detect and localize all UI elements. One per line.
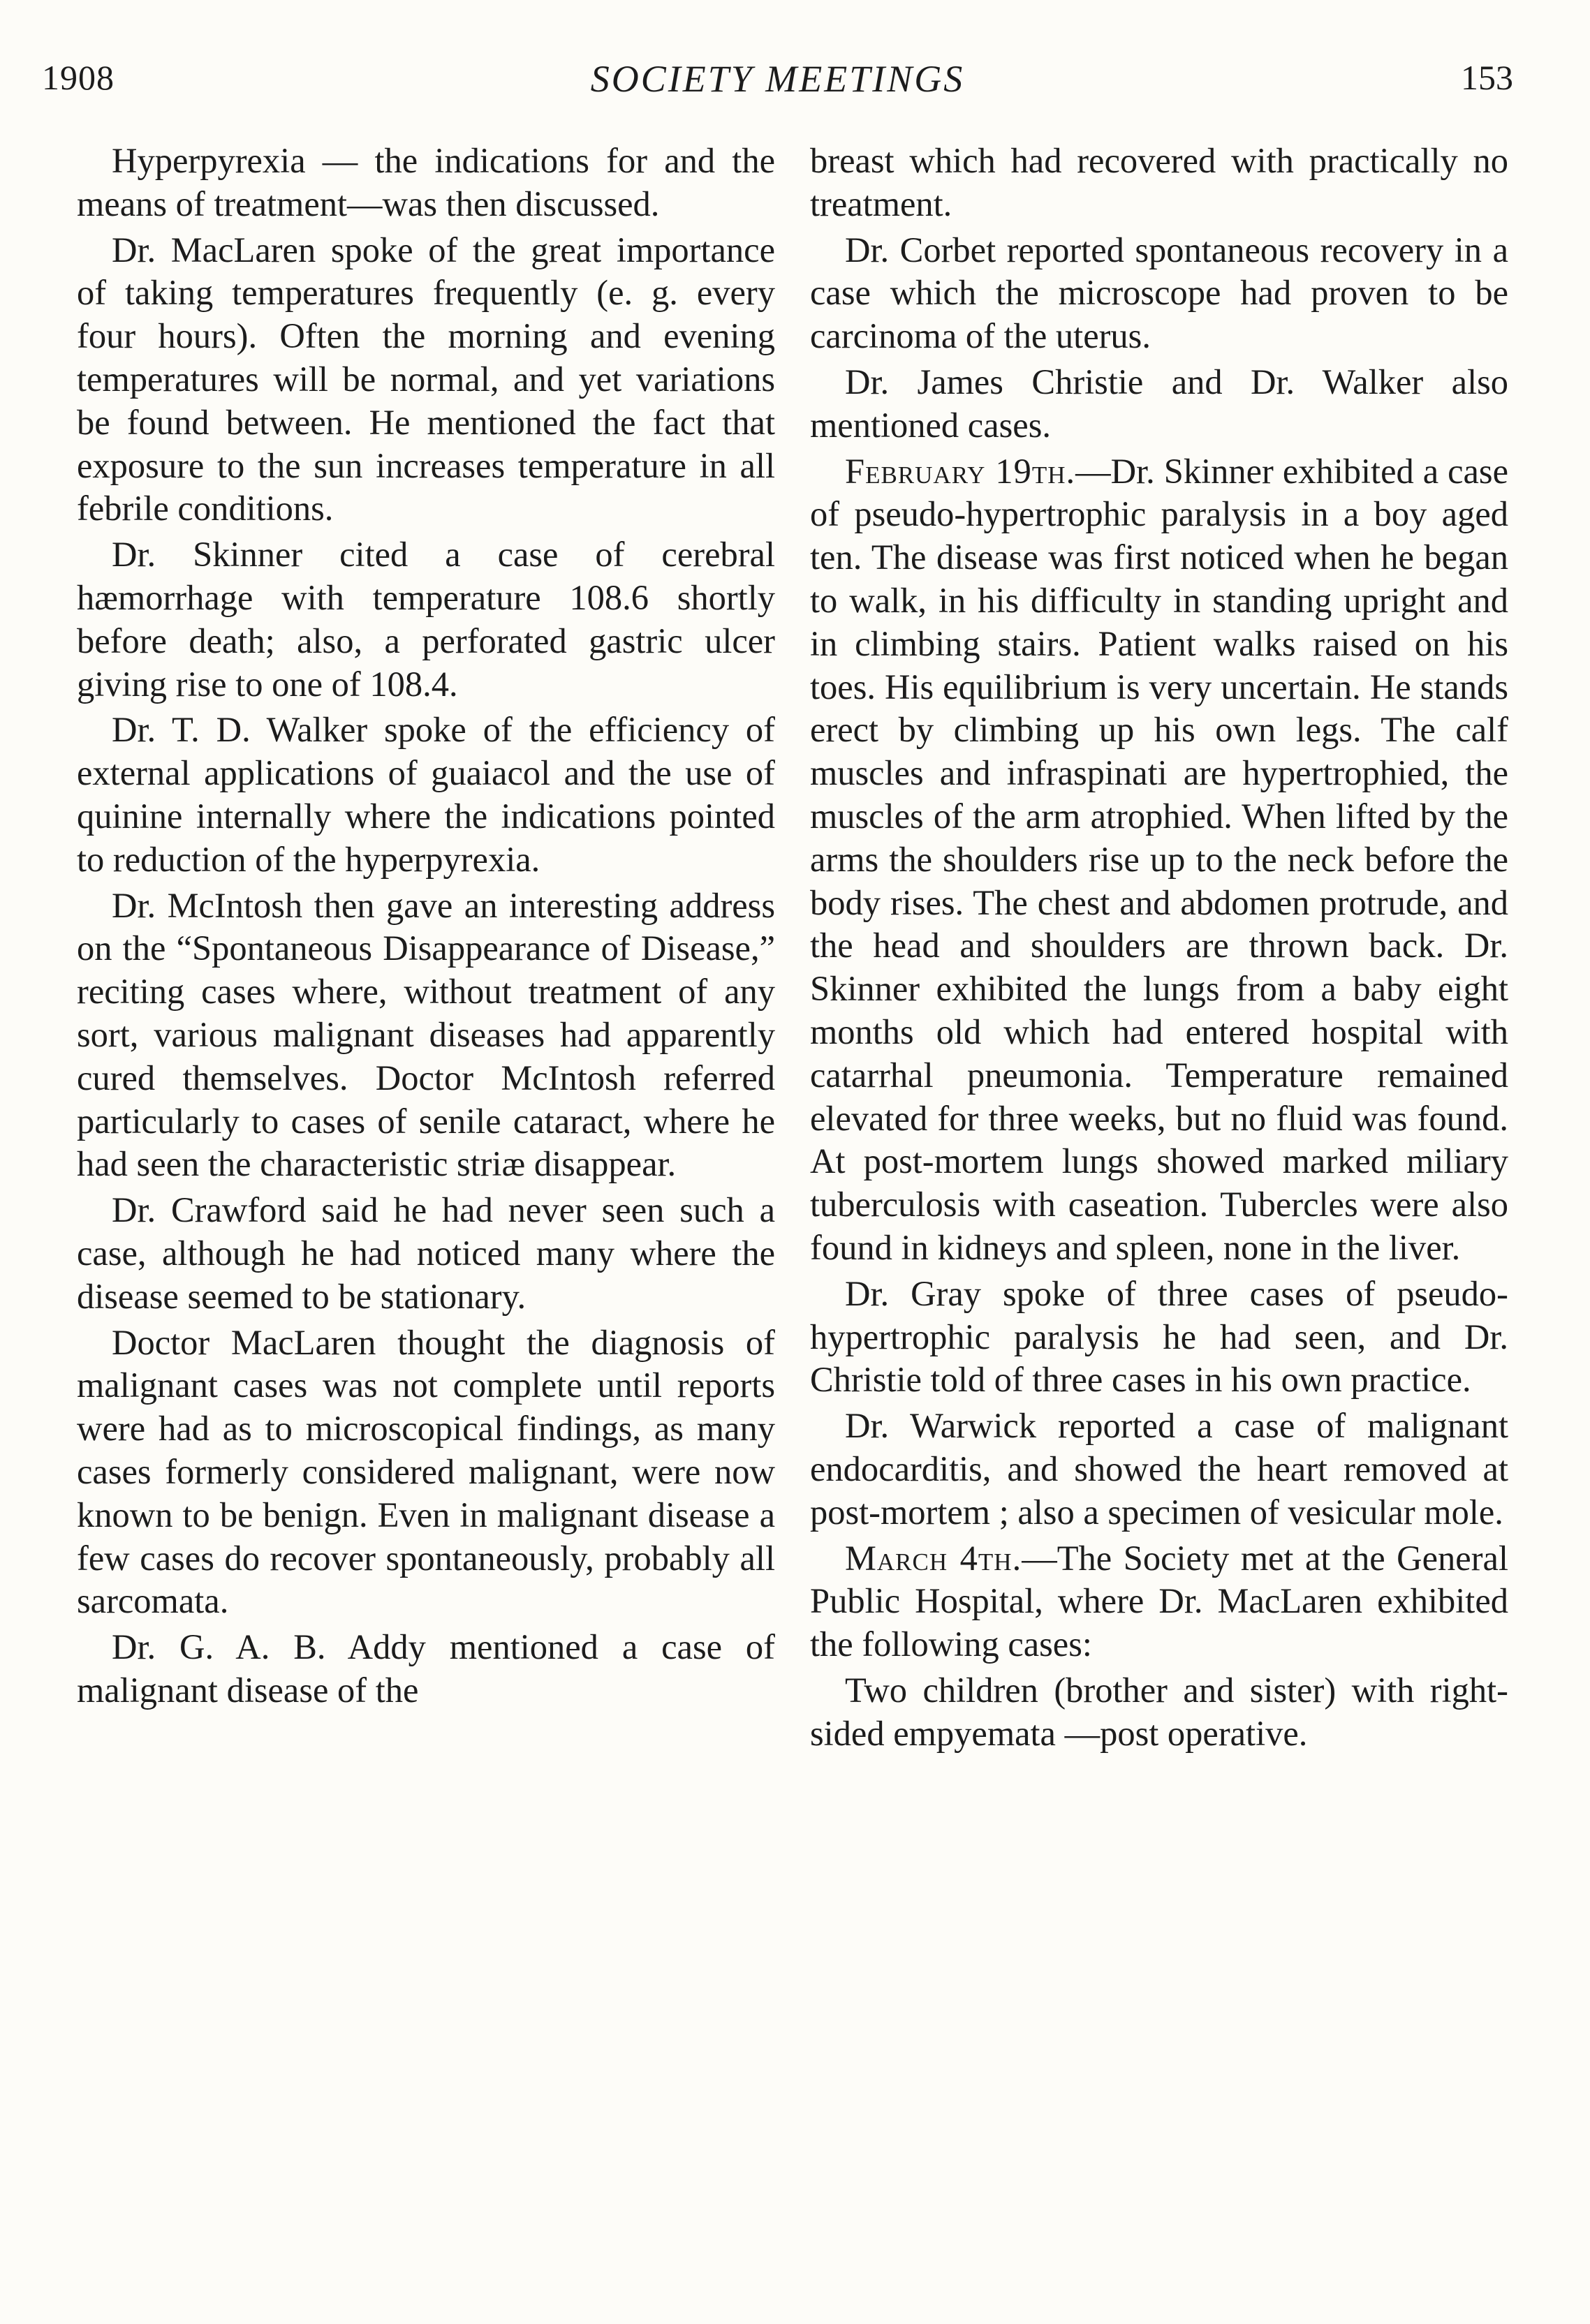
paragraph: Dr. Corbet reported spontaneous recovery in a case which the microscope had proven to be carcinoma of the uterus.	[810, 230, 1508, 356]
paragraph: Dr. Gray spoke of three cases of pseudo-hypertrophic paralysis he had seen, and Dr. Christie told of three cases in his own practice.	[810, 1273, 1508, 1400]
paragraph: Dr. McIntosh then gave an interesting address on the “Spontaneous Disappearance of Disease,” reciting cases where, without treatment of any sort, various malignant diseases had apparently cured themselves. Doctor McIntosh referred particularly to cases of senile cataract, where he had seen the characteristic striæ disappear.	[77, 885, 775, 1184]
meeting-entry-february	[810, 450, 1508, 1270]
meeting-entry-march	[810, 1537, 1508, 1666]
paragraph: Dr. Crawford said he had never seen such a case, although he had noticed many where the disease seemed to be stationary.	[77, 1190, 775, 1316]
paragraph: Dr. Skinner cited a case of cerebral hæmorrhage with temperature 108.6 shortly before death; also, a perforated gastric ulcer giving rise to one of 108.4.	[77, 535, 775, 704]
paragraph-text: —The Society met at the General Public Hospital, where Dr. MacLaren exhibited the following cases:	[810, 1538, 1508, 1664]
running-title: SOCIETY MEETINGS	[590, 58, 965, 100]
left-column	[77, 140, 775, 1715]
paragraph-continued: breast which had recovered with practically no treatment.	[810, 141, 1508, 223]
paragraph: Dr. Warwick reported a case of malignant endocarditis, and showed the heart removed at post-mortem ; also a specimen of vesicular mole.	[810, 1406, 1508, 1532]
paragraph: Two children (brother and sister) with right-sided empyemata —post operative.	[810, 1670, 1508, 1753]
right-column	[810, 140, 1508, 1758]
paragraph: Dr. G. A. B. Addy mentioned a case of malignant disease of the	[77, 1627, 775, 1710]
paragraph-text: —Dr. Skinner exhibited a case of pseudo-hypertrophic paralysis in a boy aged ten. The disease was first noticed when he began to walk, in his difficulty in standing upright and in climbing stairs. Patient walks raised on his toes. His equilibrium is very uncertain. He stands erect by climbing up his own legs. The calf muscles and infraspinati are hypertrophied, the muscles of the arm atrophied. When lifted by the arms the shoulders rise up to the neck before the body rises. The chest and abdomen protrude, and the head and shoulders are thrown back. Dr. Skinner exhibited the lungs from a baby eight months old which had entered hospital with catarrhal pneumonia. Temperature remained elevated for three weeks, but no fluid was found. At post-mortem lungs showed marked miliary tuberculosis with caseation. Tubercles were also found in kidneys and spleen, none in the liver.	[810, 451, 1508, 1267]
paragraph: Dr. James Christie and Dr. Walker also mentioned cases.	[810, 362, 1508, 445]
paragraph: Hyperpyrexia — the indications for and the means of treatment—was then discussed.	[77, 141, 775, 223]
paragraph: Dr. T. D. Walker spoke of the efficiency of external applications of guaiacol and the use of quinine internally where the indications pointed to reduction of the hyperpyrexia.	[77, 710, 775, 879]
paragraph: Dr. MacLaren spoke of the great importance of taking temperatures frequently (e. g. every four hours). Often the morning and evening temperatures will be normal, and yet variations be found between. He mentioned the fact that exposure to the sun increases temperature in all febrile conditions.	[77, 230, 775, 528]
page-header	[42, 57, 1513, 113]
meeting-date: February 19th.	[845, 451, 1076, 491]
paragraph: Doctor MacLaren thought the diagnosis of malignant cases was not complete until reports were had as to microscopical findings, as many cases formerly considered malignant, were now known to be benign. Even in malignant disease a few cases do recover spontaneously, probably all sarcomata.	[77, 1322, 775, 1621]
page-number: 153	[1461, 58, 1513, 97]
header-year: 1908	[42, 58, 115, 97]
meeting-date: March 4th.	[845, 1538, 1022, 1578]
